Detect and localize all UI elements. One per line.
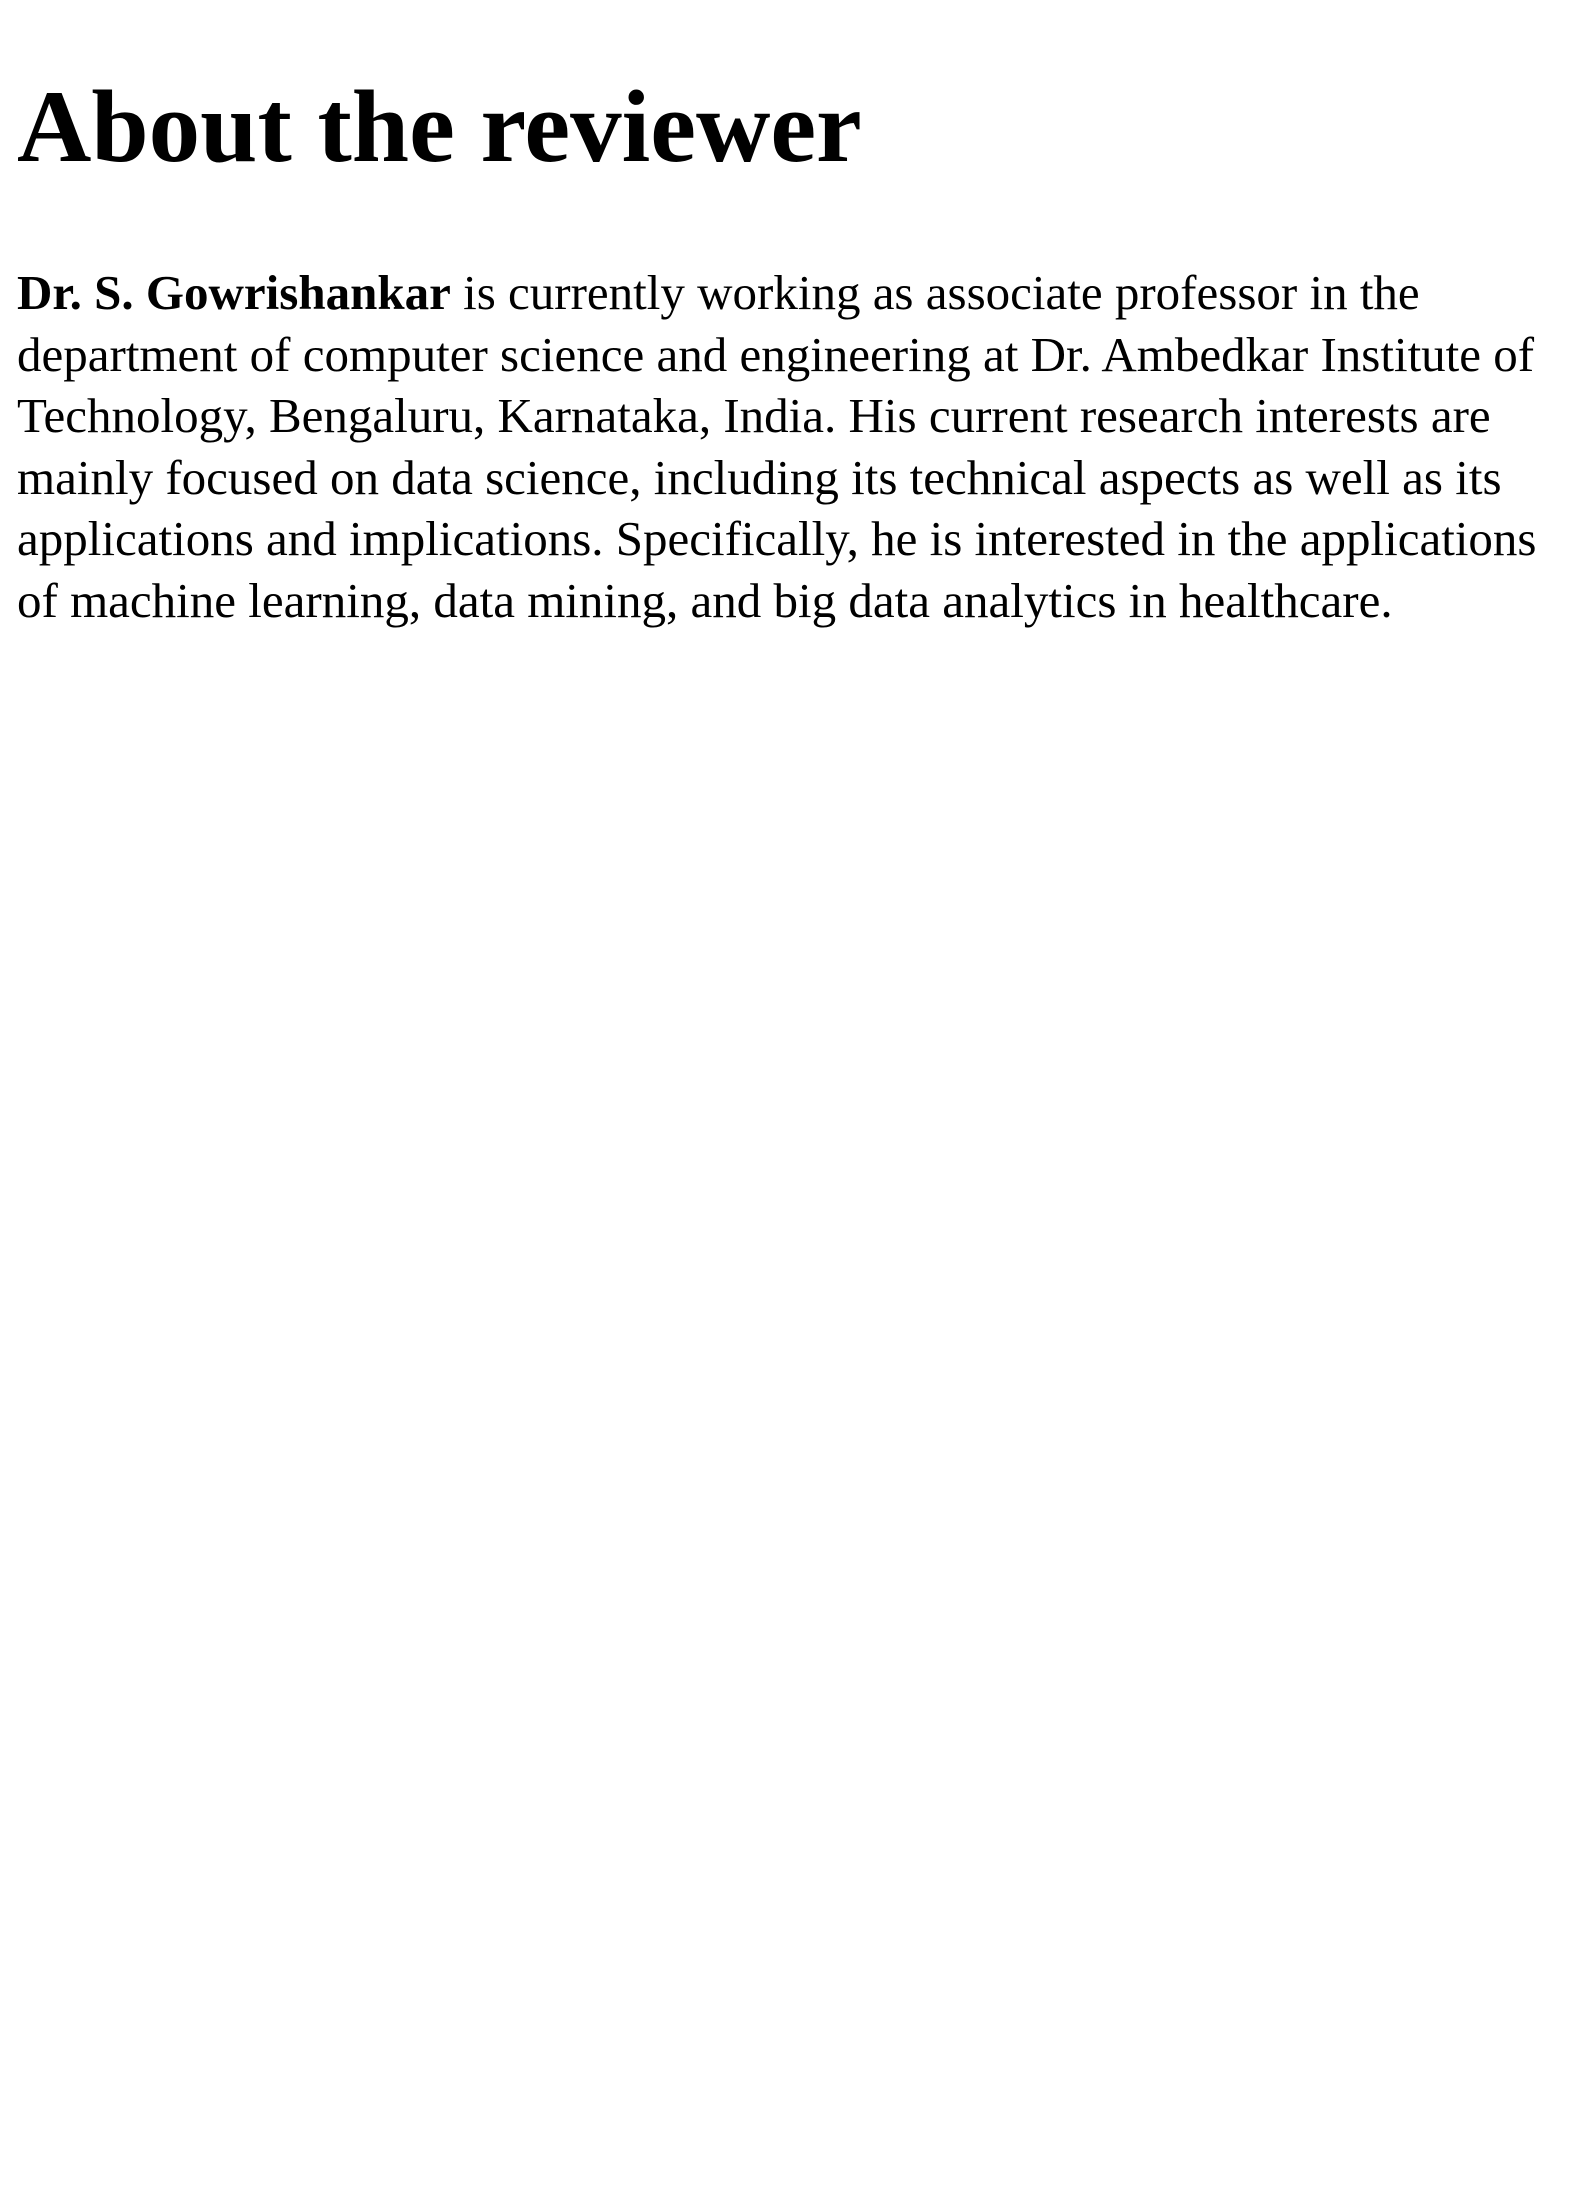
page-title: About the reviewer: [17, 70, 862, 184]
reviewer-bio-text: is currently working as associate professor in the department of computer science and engineering at Dr. Ambedkar Institute of Technology, Bengaluru, Karnataka, India. His current research interests are mainly focused on data science, including its technical aspects as well as its applications and implications. Specifically, he is interested in the applications of machine learning, data mining, and big data analytics in healthcare.: [17, 265, 1537, 628]
reviewer-bio: [17, 262, 1562, 631]
reviewer-name: Dr. S. Gowrishankar: [17, 265, 451, 320]
